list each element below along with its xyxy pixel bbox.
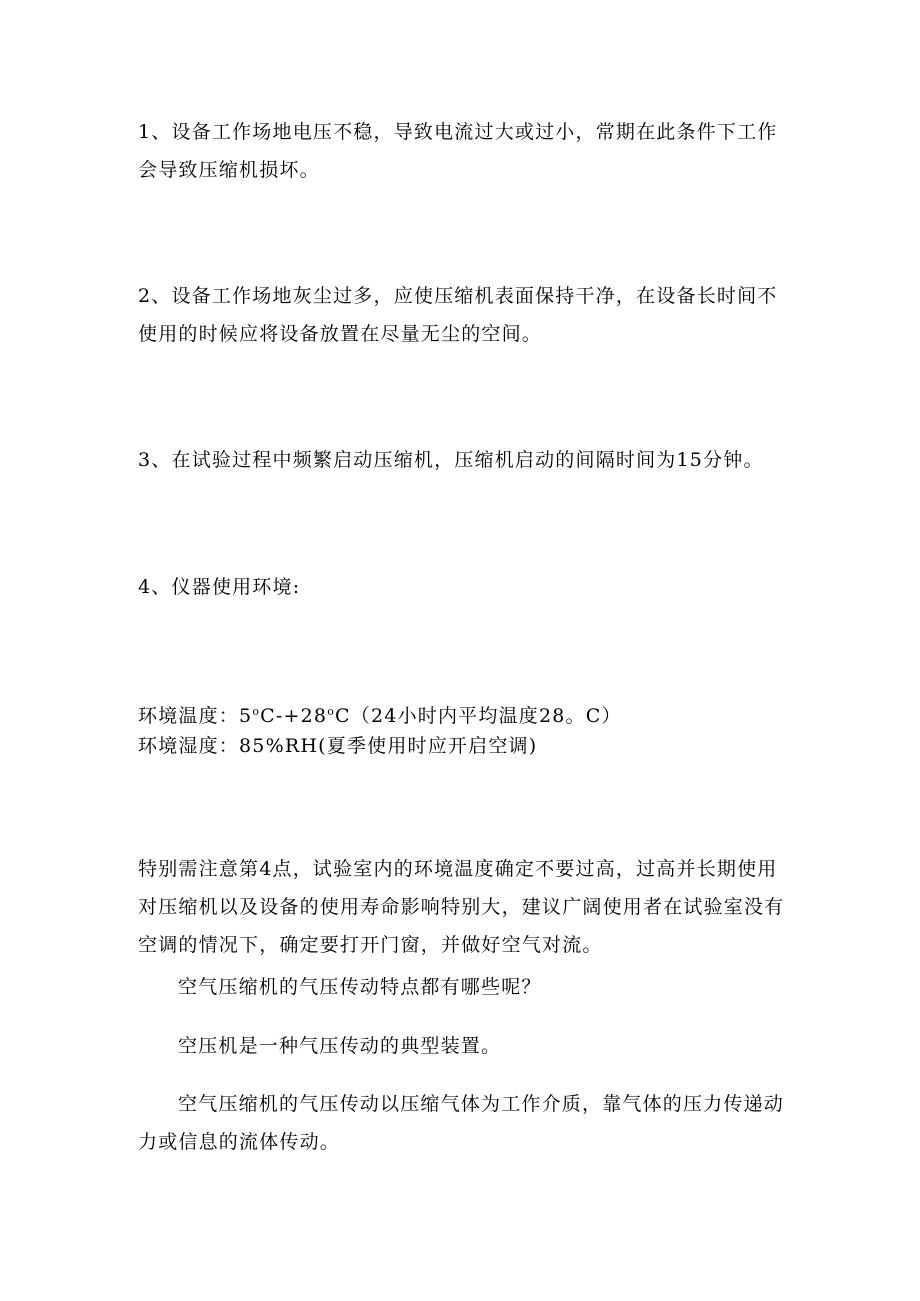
- temperature-note: （24小时内平均温度28。C）: [350, 705, 622, 727]
- question-paragraph: 空气压缩机的气压传动特点都有哪些呢？: [178, 976, 542, 998]
- temperature-low: 5: [239, 705, 253, 727]
- temperature-unit-high: C: [335, 705, 351, 727]
- temperature-unit-low: C: [260, 705, 276, 727]
- temperature-high: -+28: [275, 705, 328, 727]
- note-paragraph: 特别需注意第4点，试验室内的环境温度确定不要过高，过高并长期使用对压缩机以及设备的使用寿命影响特别大，建议广阔使用者在试验室没有空调的情况下，确定要打开门窗，并做好空气对流。: [138, 858, 785, 956]
- temperature-label: 环境温度：: [138, 705, 240, 727]
- degree-mark-high: o: [327, 705, 336, 718]
- degree-mark-low: o: [252, 705, 261, 718]
- answer-paragraph-2: 空气压缩机的气压传动以压缩气体为工作介质，靠气体的压力传递动力或信息的流体传动。: [138, 1093, 785, 1153]
- answer-paragraph-1: 空压机是一种气压传动的典型装置。: [178, 1035, 502, 1057]
- humidity-line: 环境湿度：85%RH(夏季使用时应开启空调): [138, 735, 538, 757]
- paragraph-item-4: 4、仪器使用环境:: [138, 576, 301, 598]
- paragraph-item-3: 3、在试验过程中频繁启动压缩机，压缩机启动的间隔时间为15分钟。: [138, 449, 764, 471]
- temperature-line: [138, 701, 788, 731]
- paragraph-item-2: 2、设备工作场地灰尘过多，应使压缩机表面保持干净，在设备长时间不使用的时候应将设备放置在尽量无尘的空间。: [138, 285, 778, 345]
- paragraph-item-1: 1、设备工作场地电压不稳，导致电流过大或过小，常期在此条件下工作会导致压缩机损坏。: [138, 121, 778, 181]
